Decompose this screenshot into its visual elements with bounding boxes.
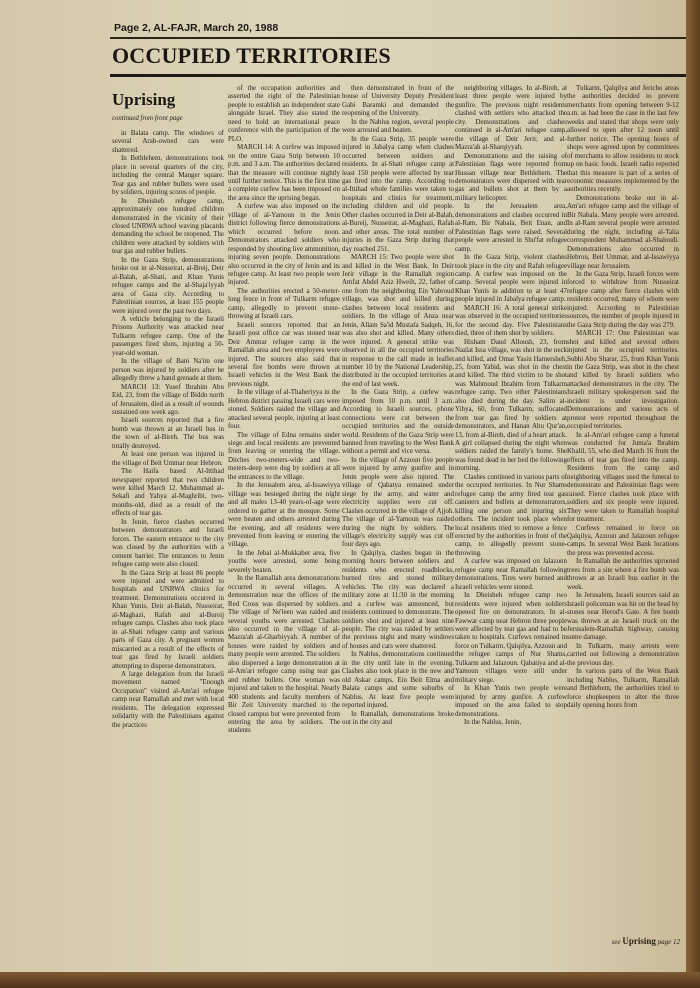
article-paragraph: MARCH 13: Yusef Ibrahim Abu Eid, 23, from the village of Biddo north of Jerusalem, died as a result of wounds sustained one week ago. — [112, 382, 224, 416]
column-body — [112, 129, 224, 729]
article-paragraph: In the Nablus, Jenin, — [464, 717, 522, 726]
article-paragraph: Israeli sources reported that a fire bomb was thrown at an Israeli bus in the town of al-Bireh. The bus was totally destroyed. — [112, 416, 224, 450]
article-paragraph: In Bethlehem, demonstrations took place in several quarters of the city, including the central Manger square. Tear gas and rubber bullets were used by soldiers, injuring scores of people. — [112, 154, 224, 197]
article-column-4 — [455, 84, 567, 962]
article-column-1 — [112, 86, 224, 964]
article-paragraph: In the Ramallah area demonstrations occurred in several villages. A demonstration near the offices of the Red Cross was dispersed by soldiers. The village of Ne'leen was raided and several youths were arrested. Clashes also occurred in the village of al-Mazra'ah al-Gharbiyyah. A number of houses were raided by soldiers and many people were arrested. The soldiers also dispersed a large demonstration at al-Am'ari refugee camp using tear gas and rubber bullets. One woman was injured and taken to the hospital. Nearly 400 students and faculty members of Bir Zeit University marched to the closed campus but were prevented from entering the area by soldiers. The students — [228, 574, 340, 735]
article-paragraph: In al-Am'ari refugee camp a funeral was conducted for Juma'a Ibrahim Khalil, 55, who died March 16 from the effects of tear gas fired into the camp. Residents from the camp and neighboring villages used the funeral to demonstrate and Palestinian flags were raised. Fierce clashes took place with soldiers and six people were injured. They were taken to Ramallah hospital for treatment. — [567, 430, 679, 524]
article-paragraph: In the Nablus region, several people were arrested and beaten. — [342, 117, 454, 135]
article-paragraph: In the village of Bani Na'im one person was injured by soldiers after he allegedly threw a hand grenade at them. — [112, 357, 224, 383]
article-paragraph: In the Gaza Strip at least 86 people were injured and were admitted to hospitals and UNRWA clinics for treatment. Demonstrations occurred in Khan Yunis, Deir al-Balah, Nusseirat, al-Maghazi, Rafah and al-Bureij refugee camps. Clashes also took place in al-Shati refugee camp and various parts of Gaza city. A pregnant women miscarried as a result of the effects of tear gas fired by Israeli soldiers attempting to disperse demonstrators. — [112, 568, 224, 670]
article-paragraph: MARCH 17: One Palestinian was shot and killed and several others injured in the occupied territories. Subhi Abu Sharar, 25, from Khan Yunis in the Gaza Strip, was shot in the chest and killed by Israeli soldiers who attacked demonstrators in the city. The Israeli military spokesperson said the incident is under investigation. Demonstrations and various acts of protest were reported throughout the occupied territories. — [567, 329, 679, 431]
article-paragraph: In the village of al-Thaheriyya in the Hebron district passing Israeli cars were stoned. Soldiers raided the village and attacked several people, injuring at least four. — [228, 388, 340, 431]
jump-page: page 12 — [657, 938, 680, 946]
article-paragraph: In the Gaza Strip, a curfew was imposed from 10 p.m. until 3 a.m. According to Israeli sources, phone connections were cut between the occupied territories and the outside world. Residents of the Gaza Strip were banned from traveling to the West Bank without a permit and vice versa. — [342, 388, 454, 456]
article-paragraph: A large delegation from the Israeli movement named "Enough Occupation" visited al-Am'ari refugee camp near Ramallah and met with local residents. The delegation expressed solidarity with the Palestinians against the practices — [112, 670, 224, 729]
article-paragraph: In the Jebal al-Mukkaber area, five youths were arrested, some being severely beaten. — [228, 548, 340, 574]
column-body — [455, 84, 567, 726]
article-column-3 — [342, 84, 454, 962]
article-paragraph: The village of Edna remains under siege and local residents are prevented from leaving or entering the village. Ditches two-meters-wide and two-meters-deep were dug by soldiers at all the entrances to the village. — [228, 430, 340, 481]
article-paragraph: In Dheisheh refugee camp two residents were injured when soldiers opened fire on demonstrators. In al-Fawwar camp near Hebron three people were affected by tear gas and had to be taken to hospitals. Curfews remained in force on Tulkarm, Qalqilya, Azzoun and the refugee camps of Nur Shams, Tulkarm and Jalazoun. Qabatiya and al-Yamoun villages were still under military siege. — [455, 591, 567, 684]
article-paragraph: In Jerusalem, Israeli sources said an Israeli policeman was hit on the head by stones near Herod's Gate. A fire bomb was thrown at an Israeli truck on the Jerusalem-Ramallah highway, causing some damage. — [567, 591, 679, 642]
article-paragraph: In the Gaza Strip, 35 people were injured in Jabalya camp when clashes occurred between soldiers and residents. In al-Shati refugee camp at least 150 people were affected by tear gas fired into the camp. According to al-Ittihad whole families were taken to hospitals and clinics for treatment, including children and old people. Other clashes occurred in Deir al-Balah, al-Bureij, Nusseirat, al-Maghazi, Rafah and other areas. The total number of injuries in the Gaza Strip during that day reached 251. — [342, 134, 454, 253]
article-paragraph: Demonstrations broke out in al-Am'ari refugee camp and the village of Bir Nabala. Many people were arrested. In al-Ram several people were arrested during the night, including al-Talia correspondent Muhammad al-Shaloudi. Demonstrations also occurred in Hebron, Beit Ummar, and al-Issawiyya village near Jerusalem. — [567, 193, 679, 270]
article-paragraph: In Qalqilya, clashes began in the morning hours between soldiers and residents who erected roadblocks, burned tires and stoned military vehicles. The city was declared a military zone at 11:30 in the morning and a curfew was announced, but residents continued to demonstrate. The soldiers shot and injured at least nine people. The city was raided by settlers the previous night and many windows of houses and cars were shattered. — [342, 548, 454, 650]
article-paragraph: A vehicle belonging to the Israeli Prisons Authority was attacked near Tulkarm refugee camp. One of the passengers fired shots, injuring a 50-year-old woman. — [112, 314, 224, 357]
article-paragraph: neighboring villages. In al-Bireh, at least three people were injured by gunfire. The previous night residents clashed with settlers who attacked the city. Demonstrations and clashes continued in al-Am'ari refugee camp, the village of Deir Jerir, and al-Mazra'ah al-Sharqiyyah. — [455, 84, 567, 152]
section-title: OCCUPIED TERRITORIES — [112, 43, 391, 68]
article-paragraph: In Khan Yunis two people were injured by army gunfire. A curfew imposed on the area failed to stop demonstrations. — [455, 684, 567, 718]
article-paragraph: MARCH 14: A curfew was imposed on the entire Gaza Strip between 10 p.m. and 3 a.m. The authorities declared that the measure will continue nightly until further notice. This is the first time a complete curfew has been imposed on the area since the uprising began. — [228, 143, 340, 202]
article-paragraph: in Balata camp. The windows of several Arab-owned cars were shattered. — [112, 129, 224, 154]
article-paragraph: In Jenin, fierce clashes occurred between demonstrators and Israeli forces. The eastern entrance to the city was closed by the authorities with a cement barrier. The entrances to Jenin refugee camp were also closed. — [112, 517, 224, 569]
article-paragraph: The authorities erected a 50-meter-long fence in front of Tulkarm refugee camp, allegedly to prevent stone-throwing at Israeli cars. — [228, 286, 340, 321]
article-paragraph: In various parts of the West Bank including Nablus, Tulkarm, Ramallah and Bethlehem, the authorities tried to force shopkeepers to alter the three daily opening hours from — [567, 667, 679, 710]
article-paragraph: In Dheisheh refugee camp, approximately one hundred children demonstrated in the vicinity of their closed UNRWA school waving placards demanding the school be reopened. The children were attacked by soldiers with tear gas and rubber bullets. — [112, 196, 224, 256]
jump-word: Uprising — [622, 936, 656, 946]
article-paragraph: In the Gaza Strip, Israeli forces were forced to withdraw from Nusseirat refugee camp after fierce clashes with residents occurred, many of whom were injured. According to Palestinian sources, the number of people injured in the Gaza Strip during the day was 279. — [567, 269, 679, 329]
header-rule — [110, 37, 686, 39]
article-kicker: Uprising — [112, 90, 176, 109]
article-paragraph: then demonstrated in front of the house of University Deputy President Gabi Baramki and demanded the reopening of the University. — [342, 84, 454, 118]
article-paragraph: In the Gaza Strip, demonstrations broke out in al-Nusseirat, al-Breij, Deir al-Balah, al-Shati, and Khan Yunis refugee camps and the al-Shaja'iyyah area of Gaza city. According to Palestinian sources, at least 155 people were injured over the past two days. — [112, 255, 224, 315]
jump-see: see — [611, 938, 621, 946]
section-rule — [110, 74, 686, 77]
article-paragraph: In Tulkarm, many arrests were carried out following a demonstration the previous day. — [567, 641, 679, 667]
article-paragraph: Tulkarm, Qalqilya and Jericho areas the authorities decided to prevent merchants from opening between 9-12 a.m. as had been the case in the last few weeks and stated that shops were only allowed to open after 12 noon until further notice. The opening hours of shops were agreed upon by committees of merchants to allow residents to stock up on basic foods. Israeli radio reported that this measure is part of a series of economic measures implemented by the authorities recently. — [567, 84, 679, 194]
article-paragraph: In Ramallah, demonstrations broke out in the city and — [342, 709, 454, 726]
page-dateline: Page 2, AL-FAJR, March 20, 1988 — [114, 22, 279, 34]
binding-edge-bottom — [0, 972, 700, 988]
article-column-2 — [228, 84, 340, 962]
article-paragraph: At least one person was injured in the village of Beit Ummar near Hebron. — [112, 450, 224, 467]
article-paragraph: of the occupation authorities and asserted the right of the Palestinian people to establish an independent state alongside Israel. They also stated the need to hold an international peace conference with the participation of the PLO. — [228, 84, 340, 143]
binding-edge-right — [686, 0, 700, 988]
column-body — [342, 84, 454, 726]
column-body — [567, 84, 679, 710]
article-paragraph: In the Jerusalem area, al-Issawiyya village was besieged during the night and all males 13-40 years-of-age were ordered to gather at the mosque. Some were beaten and others arrested during the evening, and all residents were prevented from leaving or entering the village. — [228, 481, 340, 549]
article-paragraph: The Haifa based Al-Ittihad newspaper reported that two children were killed March 12. Muhammad al-Sekafi and Yahya al-Maghribi, two-months-old, died as a result of the effects of tear gas. — [112, 467, 224, 518]
jump-line — [590, 936, 680, 946]
article-paragraph: In Nablus, demonstrations continued in the city until late in the evening. Clashes also took place in the new and old Askar camps, Ein Beit Elma and Balata camps and some suburbs of Nablus. At least five people were reported injured. — [342, 650, 454, 710]
column-body — [228, 84, 340, 735]
article-paragraph: A curfew was also imposed on the village of al-Yamoun in the Jenin district following fierce demonstrations which occurred before noon. Demonstrators attacked soldiers who responded by shooting live ammunition, injuring seven people. Demonstrations also occurred in the city of Jenin and its refugee camp. At least two people were injured. — [228, 202, 340, 287]
article-paragraph: In the Jerusalem area, demonstrations and clashes occurred in al-Ram, Bir Nabala, Beit Enan, and Palestinian flags were raised. Several people were arrested in Shu'fat refugee camp. — [455, 202, 567, 253]
article-paragraph: Clashes continued in various parts of the occupied territories. In Nur Shams refugee camp the army fired tear gas canisters and bullets at demonstrators, killing one person and injuring six others. The incident took place when local residents tried to remove a fence erected by the authorities in front of the camp, to allegedly prevent stone-throwing. — [455, 472, 567, 557]
article-paragraph: A curfew was imposed on Jalazoun refugee camp near Ramallah following demonstrations. Tires were burned and Israeli vehicles were stoned. — [455, 557, 567, 591]
article-paragraph: Demonstrations and the raising of Palestinian flags were reported from Hussan village near Bethlehem. The demonstrators were dispersed with tear gas and bullets shot at them by a military helicopter. — [455, 151, 567, 202]
article-paragraph: In Ramallah the authorities uprooted trees from a site where a fire bomb was thrown at an Israeli bus earlier in the week. — [567, 557, 679, 591]
continued-note: continued from front page — [112, 115, 183, 122]
article-paragraph: In the village of Azzoun five people were injured by army gunfire and in Jenin people were also injured. The village of Qabatya remained under siege by the army, and water and electricity supplies were cut off. Clashes occurred in the village of Ajjoh. The village of al-Yamoun was raided during the night by soldiers. The village's electricity supply was cut off four days ago. — [342, 455, 454, 549]
article-paragraph: Hisham Daud Alloush, 23, from Nazlat Issa village, was shot in the neck and killed, and Omar Yasin Hamersheh, 25, from Yabid, was shot in the chest and killed. The third victim to be shot was Mahmoud Ibrahim from Tulkarm refugee camp. Two other Palestinians also died during the day. Salim al-Yihya, 60, from Tulkarm, suffocated from tear gas fired by soldiers at demonstrators, and Hanan Abu Qur'an, 13, from al-Bireh, died of a heart attack. A girl collapsed during the night when soldiers raided the family's home. She was found dead in her bed the following morning. — [455, 337, 567, 473]
article-paragraph: Israeli sources reported that an Israeli post office car was stoned near Deir Ammar refugee camp in the Ramallah area and two employees were injured. The sources also said that several fire bombs were thrown at Israeli vehicles in the West Bank the previous night. — [228, 320, 340, 388]
article-paragraph: Curfews remained in force on Qalqilya, Azzoun and Jalazoun refugee camps. In several West Bank locations the press was prevented access. — [567, 523, 679, 557]
article-paragraph: MARCH 15: Two people were shot and killed in the West Bank. In Deir Jerir village in the Ramallah region Amfat Abdel Aziz Hweih, 22, father of one from the neighboring Ein Yabroud village, was shot and killed during clashes between local residents and soldiers. In the village of Anza near Jenin, Allam Sa'id Mustafa Sadqeh, 16, was also shot and killed. Many others were injured. A general strike was observed in all the occupied territories in response to the call made in leaflet number 10 by the National Leadership, distributed in the occupied territories at the end of last week. — [342, 253, 454, 388]
article-paragraph: MARCH 16: A total general strike was observed in the occupied territories for the second day. Five Palestinians died, three of them shot by soldiers. — [455, 303, 567, 338]
article-paragraph: In the Gaza Strip, violent clashes took place in the city and Rafah refugee camp. A curfew was imposed on the camp. Several people were injured in Khan Yunis in addition to at least 47 people injured in Jabalya refugee camp. — [455, 253, 567, 304]
article-column-5 — [567, 84, 679, 962]
